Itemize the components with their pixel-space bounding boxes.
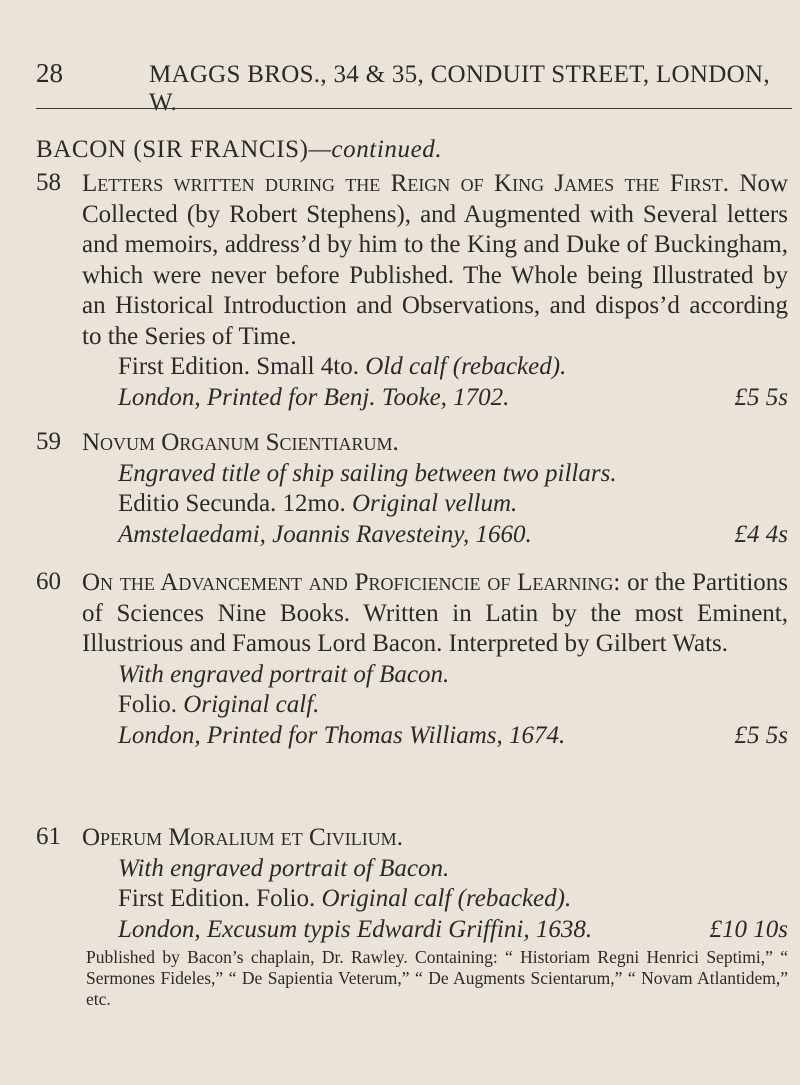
entry-imprint: London, Excusum typis Edwardi Griffini, 1638.	[118, 915, 593, 943]
entry-title: Novum Organum Scientiarum.	[82, 429, 399, 456]
entry-edition: First Edition. Small 4to.	[118, 353, 359, 380]
catalogue-entry-60	[36, 568, 788, 751]
running-title: MAGGS BROS., 34 & 35, CONDUIT STREET, LONDON, W.	[148, 61, 770, 116]
entry-price: £4 4s	[734, 520, 788, 548]
entry-illustration: With engraved portrait of Bacon.	[118, 854, 450, 882]
entry-imprint: Amstelaedami, Joannis Ravesteiny, 1660.	[118, 520, 532, 548]
catalogue-entry-61	[36, 823, 788, 1010]
entry-edition: Folio.	[118, 691, 178, 718]
entry-binding: Original vellum.	[352, 490, 518, 517]
page-number: 28	[36, 58, 63, 88]
entry-illustration: With engraved portrait of Bacon.	[118, 660, 450, 688]
entry-edition: Editio Secunda. 12mo.	[118, 490, 346, 517]
entry-imprint: London, Printed for Benj. Tooke, 1702.	[118, 383, 510, 411]
entry-number: 58	[36, 169, 61, 196]
section-heading	[36, 136, 442, 164]
section-continued: —continued.	[308, 136, 443, 163]
entry-binding: Original calf (rebacked).	[321, 885, 572, 912]
entry-price: £5 5s	[734, 383, 788, 411]
entry-binding: Old calf (rebacked).	[365, 353, 567, 380]
entry-title: Operum Moralium et Civilium.	[82, 824, 403, 851]
catalogue-entry-59	[36, 428, 788, 550]
entry-price: £5 5s	[734, 721, 788, 749]
entry-number: 59	[36, 428, 61, 455]
entry-note: Published by Bacon’s chaplain, Dr. Rawley. Containing: “ Historiam Regni Henrici Septimi,” “ Sermones Fideles,” “ De Sapientia Veterum,” “ De Augments Scientarum,” “ Novam Atlantidem,” etc.	[86, 947, 788, 1009]
entry-edition: First Edition. Folio.	[118, 885, 316, 912]
entry-title: Letters written during the Reign of King James the First.	[82, 170, 730, 197]
section-author: BACON (SIR FRANCIS)	[36, 136, 309, 163]
entry-number: 60	[36, 568, 61, 595]
entry-binding: Original calf.	[183, 691, 320, 718]
entry-illustration: Engraved title of ship sailing between two pillars.	[118, 459, 617, 487]
header-rule	[36, 108, 792, 109]
entry-number: 61	[36, 823, 61, 850]
entry-description: Now Collected (by Robert Stephens), and Augmented with Several letters and memoirs, address’d by him to the King and Duke of Buckingham, which were never before Published. The Whole being Illustrated by an Historical Introduction and Observations, and dispos’d according to the Series of Time.	[82, 170, 788, 350]
catalogue-entry-58	[36, 169, 788, 413]
entry-price: £10 10s	[709, 915, 788, 943]
entry-description: or the Partitions of Sciences Nine Books. Written in Latin by the most Eminent, Illustrious and Famous Lord Bacon. Interpreted by Gilbert Wats.	[82, 569, 788, 657]
entry-title: On the Advancement and Proficiencie of Learning:	[82, 569, 621, 596]
entry-imprint: London, Printed for Thomas Williams, 1674.	[118, 721, 566, 749]
